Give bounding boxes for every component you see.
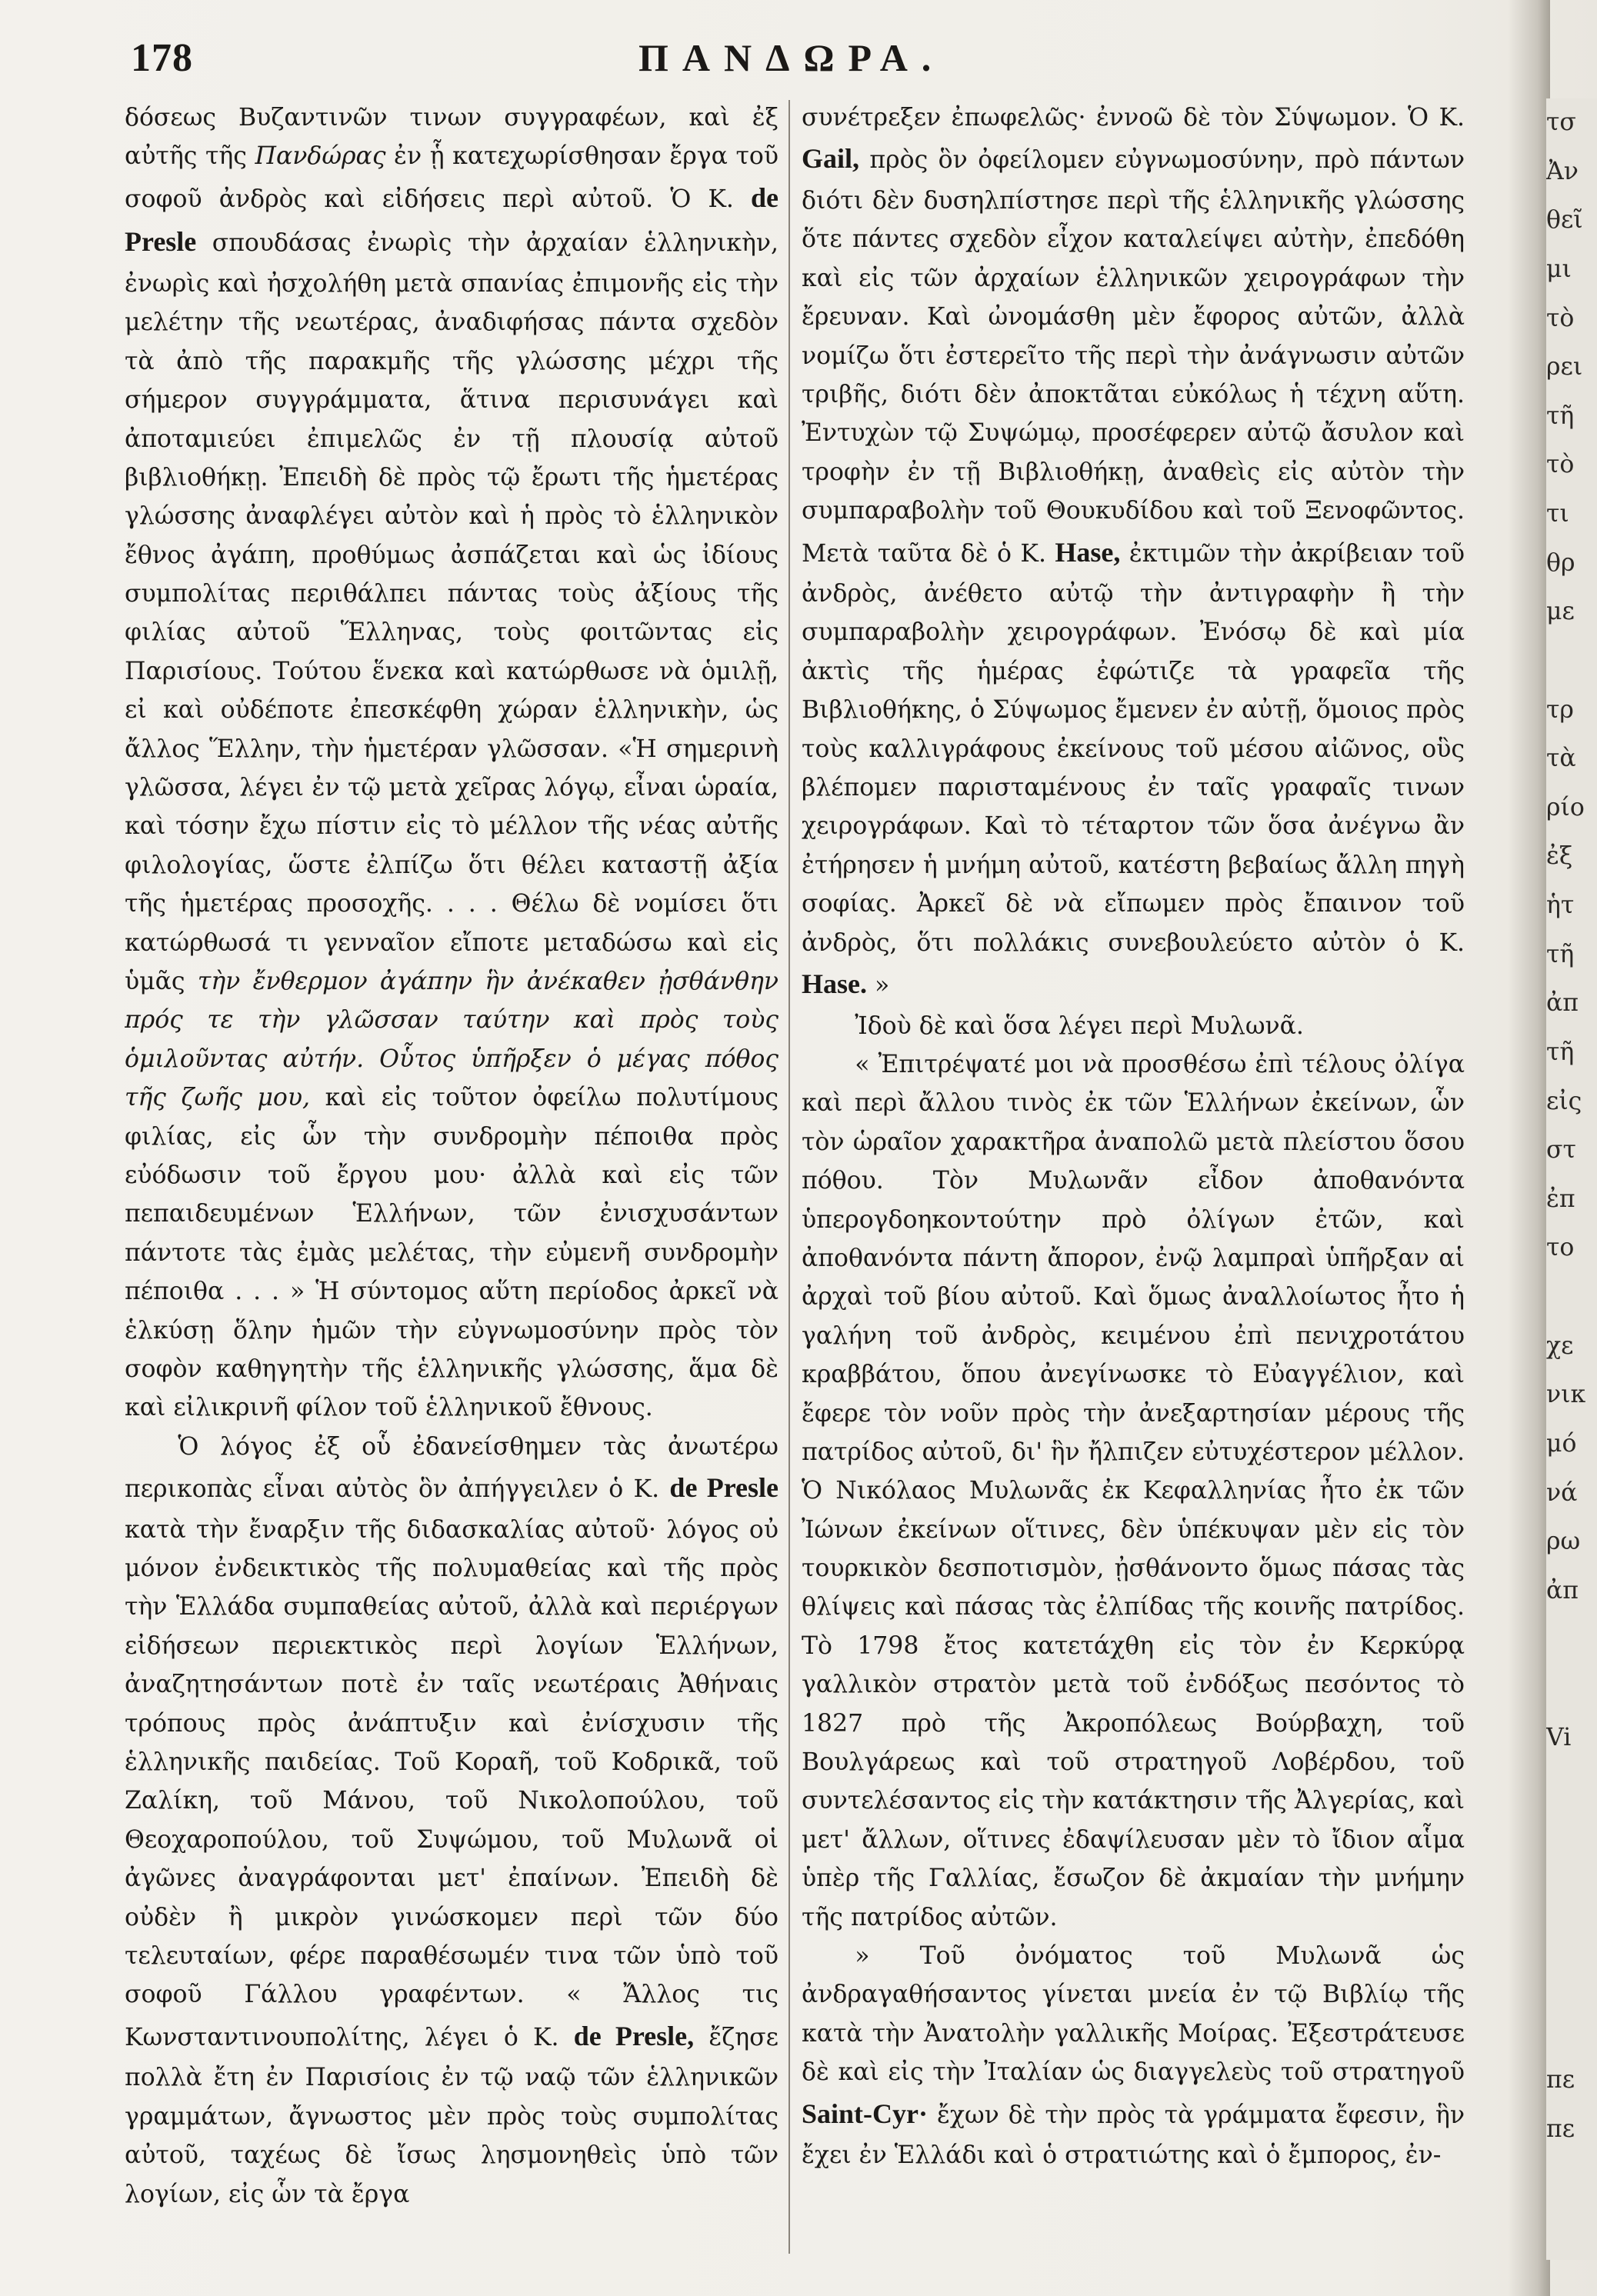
left-column xyxy=(125,98,778,2260)
latin-name: de Presle, xyxy=(573,2020,695,2051)
neighbor-fragment: στ xyxy=(1546,1136,1576,1165)
paragraph xyxy=(802,1045,1465,1937)
neighbor-fragment xyxy=(1546,1861,1597,1910)
neighbor-fragment: τῆ xyxy=(1546,1038,1575,1066)
text-run: ἔζησε πολλὰ ἔτη ἐν Παρισίοις ἐν τῷ ναῷ τῶν ἑλληνικῶν γραμμάτων, ἄγνωστος μὲν πρὸς τοὺς συμπολίτας αὐτοῦ, ταχέως δὲ ἴσως λησμονηθεὶς ὑπὸ τῶν λογίων, εἰς ὧν τὰ ἔργα xyxy=(125,2023,778,2208)
text-run: « Ἐπιτρέψατέ μοι νὰ προσθέσω ἐπὶ τέλους ὀλίγα καὶ περὶ ἄλλου τινὸς ἐκ τῶν Ἑλλήνων ἐκείνων, ὧν τὸν ὡραῖον χαρακτῆρα ἀναπολῶ μετὰ πλείστου ὅσου πόθου. Τὸν Μυλωνᾶν εἶδον ἀποθανόντα ὑπερογδοηκοντούτην πρὸ ὀλίγων ἐτῶν, καὶ ἀποθανόντα πάντη ἄπορον, ἐνῷ λαμπραὶ ὑπῆρξαν αἱ ἀρχαὶ τοῦ βίου αὐτοῦ. Καὶ ὅμως ἀναλλοίωτος ἦτο ἡ γαλήνη τοῦ ἀνδρὸς, κειμένου ἐπὶ πενιχροτάτου κραββάτου, ὅπου ἀνεγίνωσκε τὸ Εὐαγγέλιον, καὶ ἔφερε τὸν νοῦν πρὸς τὴν ἀνεξαρτησίαν μέρους τῆς πατρίδος αὐτοῦ, δι' ἣν ἤλπιζεν εὐτυχέστερον μέλλον. Ὁ Νικόλαος Μυλωνᾶς ἐκ Κεφαλληνίας ἦτο ἐκ τῶν Ἰώνων ἐκείνων οἵτινες, δὲν ὑπέκυψαν μὲν εἰς τὸν τουρκικὸν δεσποτισμὸν, ᾐσθάνοντο ὅμως πάσας τὰς θλίψεις καὶ πάσας τὰς ἐλπίδας τῆς κοινῆς πατρίδος. Τὸ 1798 ἔτος κατετάχθη εἰς τὸν ἐν Κερκύρᾳ γαλλικὸν στρατὸν μετὰ τοῦ ἐνδόξως πεσόντος τὸ 1827 πρὸ τῆς Ἀκροπόλεως Βούρβαχη, τοῦ Βουλγάρεως καὶ τοῦ στρατηγοῦ Λοβέρδου, τοῦ συντελέσαντος εἰς τὴν κατάκτησιν τῆς Ἀλγερίας, καὶ μετ' ἄλλων, οἵτινες ἐδαψίλευσαν μὲν τὸ ἴδιον αἷμα ὑπὲρ τῆς Γαλλίας, ἔσωζον δὲ ἀκμαίαν τὴν μνήμην τῆς πατρίδος αὐτῶν. xyxy=(802,1050,1465,1931)
neighbor-fragment: με xyxy=(1546,598,1575,626)
neighbor-fragment xyxy=(1546,1615,1597,1665)
neighbor-fragment xyxy=(1546,2203,1597,2252)
text-run: δόσεως Βυζαντινῶν τινων συγγραφέων, καὶ ἐξ αὐτῆς τῆς xyxy=(125,104,778,171)
text-run: κατὰ τὴν ἔναρξιν τῆς διδασκαλίας αὐτοῦ· λόγος οὐ μόνον ἐνδεικτικὸς τῆς πολυμαθείας καὶ τῆς πρὸς τὴν Ἑλλάδα συμπαθείας αὐτοῦ, ἀλλὰ καὶ περιέργων εἰδήσεων περιεκτικὸς περὶ λογίων Ἑλλήνων, ἀναζητησάντων ποτὲ ἐν ταῖς νεωτέραις Ἀθήναις τρόπους πρὸς ἀνάπτυξιν καὶ ἐνίσχυσιν τῆς ἑλληνικῆς παιδείας. Τοῦ Κοραῆ, τοῦ Κοδρικᾶ, τοῦ Ζαλίκη, τοῦ Μάνου, τοῦ Νικολοπούλου, τοῦ Θεοχαροπούλου, τοῦ Συψώμου, τοῦ Μυλωνᾶ οἱ ἀγῶνες ἀναγράφονται μετ' ἐπαίνων. Ἐπειδὴ δὲ οὐδὲν ἢ μικρὸν γινώσκομεν περὶ τῶν δύο τελευταίων, φέρε παραθέσωμέν τινα τῶν ὑπὸ τοῦ σοφοῦ Γάλλου γραφέντων. « Ἄλλος τις Κωνσταντινουπολίτης, λέγει ὁ Κ. xyxy=(125,1515,778,2051)
latin-name: de Presle xyxy=(669,1472,778,1504)
neighbor-fragment: τσ xyxy=(1546,108,1576,136)
neighbor-fragment xyxy=(1546,1273,1597,1322)
text-run: ἐκτιμῶν τὴν ἀκρίβειαν τοῦ ἀνδρὸς, ἀνέθετο αὐτῷ τὴν ἀντιγραφὴν ἢ τὴν συμπαραβολὴν χειρογράφων. Ἐνόσῳ δὲ καὶ μία ἀκτὶς τῆς ἡμέρας ἐφώτιζε τὰ γραφεῖα τῆς Βιβλιοθήκης, ὁ Σύψωμος ἔμενεν ἐν αὐτῇ, ὅμοιος πρὸς τοὺς καλλιγράφους ἐκείνους τοῦ μέσου αἰῶνος, οὓς βλέπομεν παρισταμένους ἐν ταῖς γραφαῖς τινων χειρογράφων. Καὶ τὸ τέταρτον τῶν ὅσα ἀνέγνω ἂν ἐτήρησεν ἡ μνήμη αὐτοῦ, κατέστη βεβαίως ἄλλη πηγὴ σοφίας. Ἀρκεῖ δὲ νὰ εἴπωμεν πρὸς ἔπαινον τοῦ ἀνδρὸς, ὅτι πολλάκις συνεβουλεύετο αὐτὸν ὁ Κ. xyxy=(802,539,1465,957)
neighbor-fragment: Vi xyxy=(1546,1723,1572,1751)
neighbor-fragment: τὸ xyxy=(1546,451,1575,479)
paragraph xyxy=(802,1937,1465,2175)
italic-text: Πανδώρας xyxy=(255,142,386,171)
neighbor-fragment: πε xyxy=(1546,2114,1575,2143)
neighbor-fragment: νά xyxy=(1546,1478,1578,1507)
neighbor-fragment: μι xyxy=(1546,255,1572,283)
neighbor-fragment xyxy=(1546,1909,1597,1958)
neighbor-fragment: μό xyxy=(1546,1429,1577,1458)
text-run: ἐν ᾗ κατεχωρίσθησαν ἔργα τοῦ σοφοῦ ἀνδρὸς καὶ εἰδήσεις περὶ αὐτοῦ. Ὁ Κ. xyxy=(125,142,778,213)
neighbor-fragment: ρει xyxy=(1546,353,1583,382)
text-run: » Τοῦ ὀνόματος τοῦ Μυλωνᾶ ὡς ἀνδραγαθήσαντος γίνεται μνεία ἐν τῷ Βιβλίῳ τῆς κατὰ τὴν Ἀνατολὴν γαλλικῆς Μοίρας. Ἐξεστράτευσε δὲ καὶ εἰς τὴν Ἰταλίαν ὡς διαγγελεὺς τοῦ στρατηγοῦ xyxy=(802,1941,1465,2087)
text-run: ἔχων δὲ τὴν πρὸς τὰ γράμματα ἔφεσιν, ἣν ἔχει ἐν Ἑλλάδι καὶ ὁ στρατιώτης καὶ ὁ ἔμπορος, ἐν- xyxy=(802,2101,1465,2170)
neighbor-fragment: θρ xyxy=(1546,548,1575,577)
neighbor-fragment: τρ xyxy=(1546,695,1574,724)
neighbor-fragment xyxy=(1546,1811,1597,1861)
paragraph xyxy=(802,1007,1465,1045)
neighbor-fragment xyxy=(1546,1958,1597,2008)
column-divider xyxy=(788,100,790,2254)
neighbor-fragment xyxy=(1546,1665,1597,1714)
neighbor-fragment: ρω xyxy=(1546,1528,1581,1556)
neighbor-fragment: ρίο xyxy=(1546,793,1585,821)
neighbor-fragment: θεῖ xyxy=(1546,206,1583,235)
neighbor-fragment: νικ xyxy=(1546,1381,1586,1409)
text-run: Ἰδοὺ δὲ καὶ ὅσα λέγει περὶ Μυλωνᾶ. xyxy=(855,1011,1304,1040)
neighbor-fragment: τὰ xyxy=(1546,745,1576,773)
neighbor-fragment: χε xyxy=(1546,1331,1574,1360)
neighbor-fragment: τὸ xyxy=(1546,304,1575,332)
right-column xyxy=(802,98,1465,2260)
latin-name: Hase. xyxy=(802,968,867,999)
neighbor-fragment xyxy=(1546,2007,1597,2056)
neighbor-fragment: τῆ xyxy=(1546,940,1575,968)
text-run: καὶ εἰς τοῦτον ὀφείλω πολυτίμους φιλίας, εἰς ὧν τὴν συνδρομὴν πέποιθα πρὸς εὐόδωσιν τοῦ ἔργου μου· ἀλλὰ καὶ εἰς τῶν πεπαιδευμένων Ἑλλήνων, τῶν ἐνισχυσάντων πάντοτε τὰς ἐμὰς μελέτας, τὴν εὐμενῆ συνδρομὴν πέποιθα . . . » Ἡ σύντομος αὕτη περίοδος ἀρκεῖ νὰ ἑλκύσῃ ὅλην ἡμῶν τὴν εὐγνωμοσύνην πρὸς τὸν σοφὸν καθηγητὴν τῆς ἑλληνικῆς γλώσσης, ἅμα δὲ καὶ εἰλικρινῆ φίλον τοῦ ἑλληνικοῦ ἔθνους. xyxy=(125,1084,778,1422)
neighbor-fragment: ἐπ xyxy=(1546,1185,1575,1213)
latin-name: Saint-Cyr· xyxy=(802,2098,929,2129)
neighbor-fragment: τι xyxy=(1546,500,1569,528)
book-gutter xyxy=(1508,0,1550,2296)
neighbor-fragment xyxy=(1546,637,1597,686)
neighbor-fragment xyxy=(1546,2154,1597,2203)
latin-name: Hase, xyxy=(1055,536,1121,568)
page-header xyxy=(131,29,1454,91)
latin-name: Gail, xyxy=(802,143,860,175)
neighbor-fragment: εἰς xyxy=(1546,1087,1582,1115)
latin-name: de Presle xyxy=(125,182,778,258)
neighbor-fragment: ἡτ xyxy=(1546,891,1575,919)
neighbor-fragment: ἀπ xyxy=(1546,1576,1579,1605)
neighbor-fragment xyxy=(1546,2252,1597,2261)
adjacent-page-fragment xyxy=(1546,98,1597,2260)
neighbor-fragment: ἀπ xyxy=(1546,989,1579,1018)
text-run: σπουδάσας ἐνωρὶς τὴν ἀρχαίαν ἑλληνικὴν, ἐνωρὶς καὶ ἠσχολήθη μετὰ σπανίας ἐπιμονῆς εἰς τὴν μελέτην τῆς νεωτέρας, ἀναδιφήσας πάντα σχεδὸν τὰ ἀπὸ τῆς παρακμῆς τῆς γλώσσης μέχρι τῆς σήμερον συγγράμματα, ἅτινα περισυνάγει καὶ ἀποταμιεύει ἐπιμελῶς ἐν τῇ πλουσίᾳ αὐτοῦ βιβλιοθήκῃ. Ἐπειδὴ δὲ πρὸς τῷ ἔρωτι τῆς ἡμετέρας γλώσσης ἀναφλέγει αὐτὸν καὶ ἡ πρὸς τὸ ἑλληνικὸν ἔθνος ἀγάπη, προθύμως ἀσπάζεται καὶ ὡς ἰδίους συμπολίτας περιθάλπει πάντας τοὺς ἀξίους τῆς φιλίας αὐτοῦ Ἕλληνας, τοὺς φοιτῶντας εἰς Παρισίους. Τούτου ἕνεκα καὶ κατώρθωσε νὰ ὁμιλῇ, εἰ καὶ οὐδέποτε ἐπεσκέφθη χώραν ἑλληνικὴν, ὡς ἄλλος Ἕλλην, τὴν ἡμετέραν γλῶσσαν. «Ἡ σημερινὴ γλῶσσα, λέγει ἐν τῷ μετὰ χεῖρας λόγῳ, εἶναι ὡραία, καὶ τόσην ἔχω πίστιν εἰς τὸ μέλλον τῆς νέας αὐτῆς φιλολογίας, ὥστε ἐλπίζω ὅτι θέλει καταστῇ ἀξία τῆς ἡμετέρας προσοχῆς. . . . Θέλω δὲ νομίσει ὅτι κατώρθωσά τι γενναῖον εἴποτε μεταδώσω καὶ εἰς ὑμᾶς xyxy=(125,229,778,995)
neighbor-fragment xyxy=(1546,1762,1597,1811)
text-run: Ὁ λόγος ἐξ οὗ ἐδανείσθημεν τὰς ἀνωτέρω περικοπὰς εἶναι αὐτὸς ὃν ἀπήγγειλεν ὁ Κ. xyxy=(125,1432,778,1504)
text-run: » xyxy=(867,971,890,999)
running-title: ΠΑΝΔΩΡΑ. xyxy=(638,36,945,79)
paragraph xyxy=(125,98,778,1428)
italic-text: τὴν ἔνθερμον ἀγάπην ἣν ἀνέκαθεν ᾐσθάνθην πρός τε τὴν γλῶσσαν ταύτην καὶ πρὸς τοὺς ὁμιλοῦντας αὐτήν. Οὗτος ὑπῆρξεν ὁ μέγας πόθος τῆς ζωῆς μου, xyxy=(125,968,778,1112)
neighbor-fragment: ἐξ xyxy=(1546,842,1573,871)
neighbor-fragment: το xyxy=(1546,1234,1575,1262)
neighbor-fragment: πε xyxy=(1546,2066,1575,2094)
neighbor-fragment: τῆ xyxy=(1546,402,1575,430)
paragraph xyxy=(802,98,1465,1007)
neighbor-fragment: Ἀν xyxy=(1546,157,1579,185)
paragraph xyxy=(125,1428,778,2214)
page-number: 178 xyxy=(131,36,193,80)
text-run: πρὸς ὃν ὀφείλομεν εὐγνωμοσύνην, πρὸ πάντων διότι δὲν δυσηλπίστησε περὶ τῆς ἑλληνικῆς γλώσσης ὅτε πάντες σχεδὸν εἶχον καταλείψει αὐτὴν, ἐπεδόθη καὶ εἰς τῶν ἀρχαίων ἑλληνικῶν χειρογράφων τὴν ἔρευναν. Καὶ ὠνομάσθη μὲν ἔφορος αὐτῶν, ἀλλὰ νομίζω ὅτι ἐστερεῖτο τῆς περὶ τὴν ἀνάγνωσιν αὐτῶν τριβῆς, διότι δὲν ἀποκτᾶται εὐκόλως ἡ τέχνη αὕτη. Ἐντυχὼν τῷ Συψώμῳ, προσέφερεν αὐτῷ ἄσυλον καὶ τροφὴν ἐν τῇ Βιβλιοθήκῃ, ἀναθεὶς εἰς αὐτὸν τὴν συμπαραβολὴν τοῦ Θουκυδίδου καὶ τοῦ Ξενοφῶντος. Μετὰ ταῦτα δὲ ὁ Κ. xyxy=(802,146,1465,568)
text-run: συνέτρεξεν ἐπωφελῶς· ἐννοῶ δὲ τὸν Σύψωμον. Ὁ Κ. xyxy=(802,104,1465,132)
